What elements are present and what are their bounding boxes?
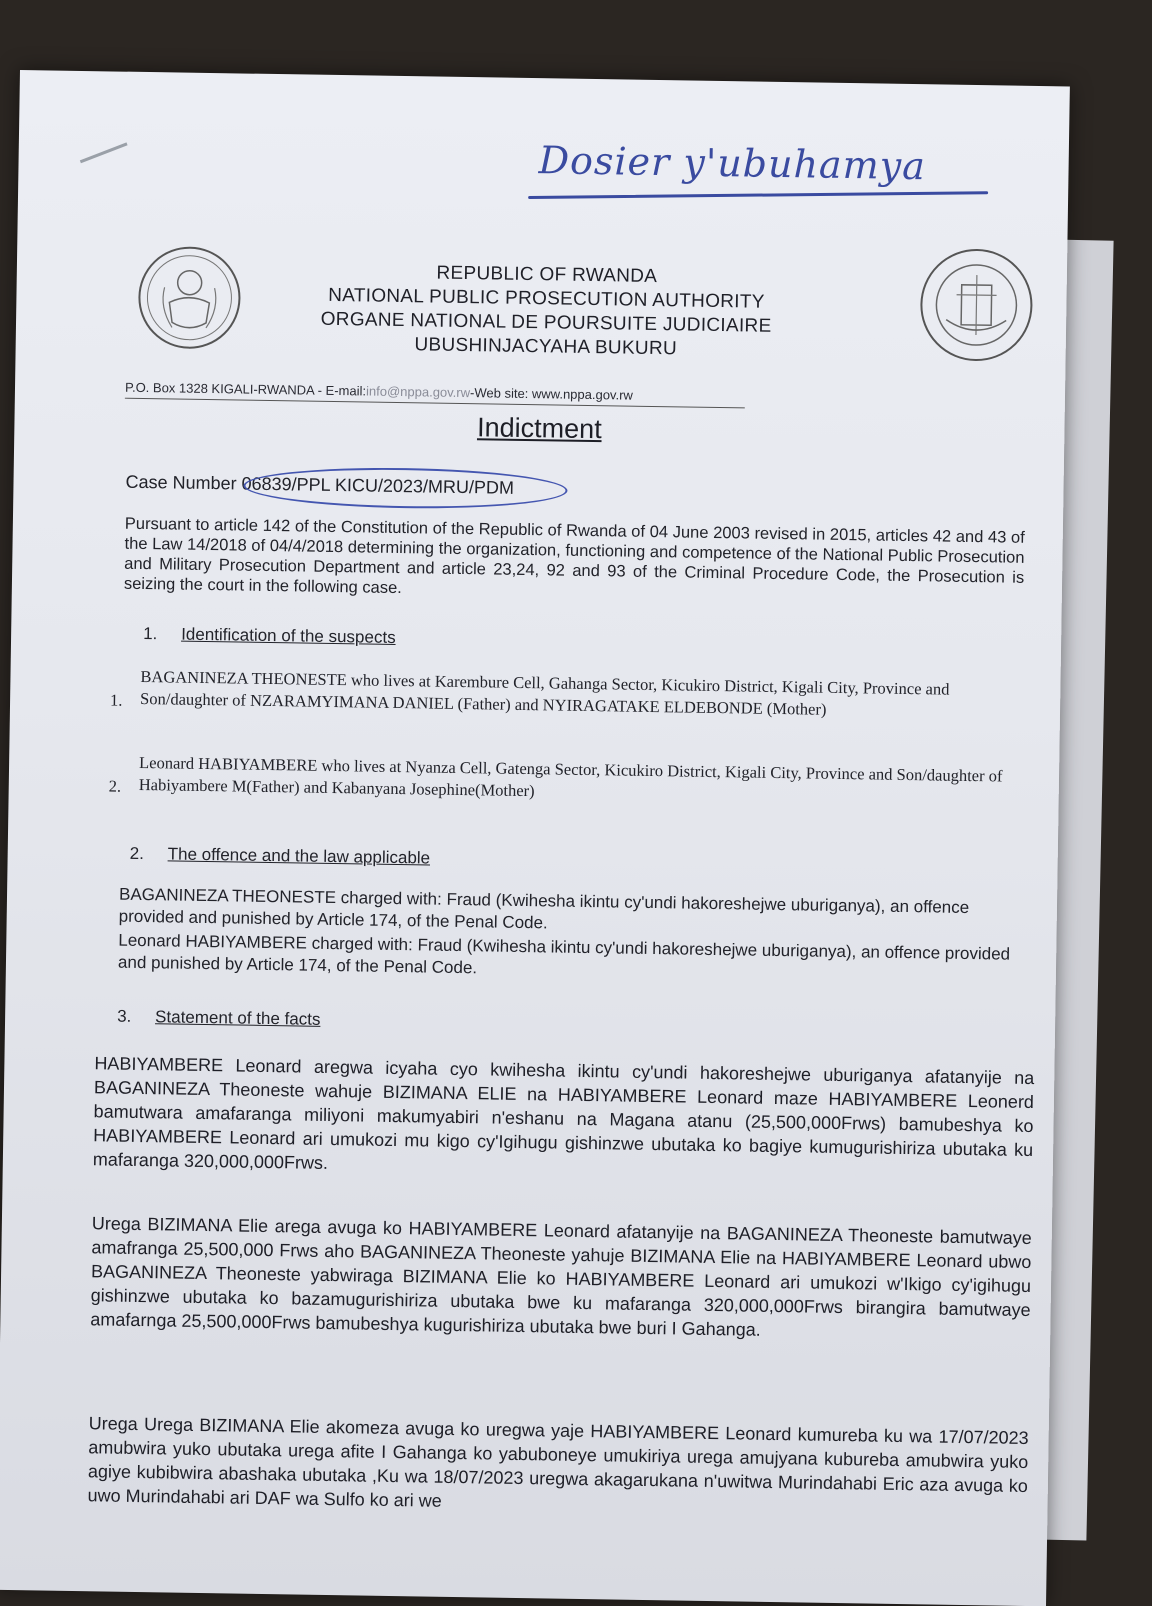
section-suspects-heading	[143, 624, 396, 648]
case-number-value: 06839/PPL KICU/2023/MRU/PDM	[241, 473, 515, 498]
handwritten-underline	[528, 191, 988, 199]
section-number: 3.	[117, 1006, 132, 1026]
rwanda-coat-of-arms-icon	[134, 242, 246, 354]
suspect-text: Leonard HABIYAMBERE who lives at Nyanza Cell, Gatenga Sector, Kicukiro District, Kigali City, Province and Son/daughter of Habiyambere M(Father) and Kabanyana Josephine(Mother)	[138, 752, 1003, 801]
header-authority-fr: ORGANE NATIONAL DE POURSUITE JUDICIAIRE	[320, 308, 772, 337]
header-country: REPUBLIC OF RWANDA	[436, 262, 658, 288]
suspect-entry	[109, 666, 1011, 724]
offence-entry: BAGANINEZA THEONESTE charged with: Fraud (Kwihesha ikintu cy'undi hakoreshejwe uburiganya), an offence provided and punished by Article 174, of the Penal Code.	[118, 884, 970, 933]
fact-paragraph: Urega BIZIMANA Elie arega avuga ko HABIYAMBERE Leonard afatanyije na BAGANINEZA Theoneste bamutwaye amafranga 25,500,000 Frws aho BAGANINEZA Theoneste yahuje BIZIMANA Elie na HABIYAMBERE Leonard ubwo BAGANINEZA Theoneste yabwiraga BIZIMANA Elie ko HABIYAMBERE Leonard ari umukozi w'Ikigo cy'igihugu gishinzwe ubutaka ko bazamugurishiriza ubutaka bwe ku mafaranga 320,000,000Frws birangira bamutwaye amafarnga 25,500,000Frws bamubeshya kugurishiriza ubutaka bwe buri I Gahanga.	[90, 1213, 1032, 1340]
intro-paragraph: Pursuant to article 142 of the Constitution of the Republic of Rwanda of 04 June 2003 revised in 2015, articles 42 and 43 of the Law 14/2018 of 04/4/2018 determining the organization, functioning and competence of the National Public Prosecution and Military Prosecution Department and article 23,24, 92 and 93 of the Criminal Procedure Code, the Prosecution is seizing the court in the following case.	[123, 514, 1025, 598]
section-number: 2.	[129, 843, 145, 864]
suspect-text: BAGANINEZA THEONESTE who lives at Karembure Cell, Gahanga Sector, Kicukiro District, Kigali City, Province and Son/daughter of NZARAMYIMANA DANIEL (Father) and NYIRAGATAKE ELDEBONDE (Mother)	[139, 666, 950, 719]
header-block	[246, 259, 847, 364]
prosecution-seal-icon	[915, 244, 1037, 366]
section-facts-heading	[117, 1007, 321, 1030]
suspect-index: 2.	[108, 776, 122, 796]
handwritten-circle	[243, 466, 568, 511]
document-page	[0, 70, 1070, 1606]
fact-paragraph: Urega Urega BIZIMANA Elie akomeza avuga ko uregwa yaje HABIYAMBERE Leonard kumureba ku wa 17/07/2023 amubwira yuko ubutaka urega afite I Gahanga ko yabuboneye umukiriya urega amujyana kubureba amubwira yuko agiye kubibwira abashaka ubutaka ,Ku wa 18/07/2023 uregwa akagarukana n'uwitwa Murindahabi Eric aza avuga ko uwo Murindahabi ari DAF wa Sulfo ko ari we	[87, 1413, 1029, 1511]
document-title: Indictment	[476, 412, 602, 445]
section-title: Statement of the facts	[154, 1007, 321, 1029]
section-title: The offence and the law applicable	[167, 844, 431, 868]
address-website: -Web site: www.nppa.gov.rw	[469, 385, 633, 403]
fact-paragraph: HABIYAMBERE Leonard aregwa icyaha cyo kwihesha ikintu cy'undi hakoreshejwe uburiganya afatanyije na BAGANINEZA Theoneste wahuje BIZIMANA ELIE na HABIYAMBERE Leonard maze HABIYAMBERE Leonerd bamutwara amafaranga miliyoni makumyabiri n'eshanu na Magana atanu (25,500,000Frws) bamubeshya ko HABIYAMBERE Leonard ari umukozi mu kigo cy'Igihugu gishinzwe ubutaka ko bagiye kumugurishiriza ubutaka ku mafaranga 320,000,000Frws.	[92, 1053, 1035, 1173]
handwritten-note: Dosier y'ubuhamya	[538, 138, 927, 189]
suspect-entry	[108, 752, 1010, 810]
section-offence-heading	[130, 844, 431, 869]
suspect-index: 1.	[109, 690, 123, 710]
address-email: info@nppa.gov.rw	[365, 383, 471, 401]
case-number-label: Case Number	[125, 471, 237, 494]
offence-entry: Leonard HABIYAMBERE charged with: Fraud (Kwihesha ikintu cy'undi hakoreshejwe uburiganya), an offence provided and punished by Article 174, of the Penal Code.	[117, 930, 1011, 978]
section-number: 1.	[143, 624, 158, 644]
section-title: Identification of the suspects	[181, 624, 396, 647]
address-postal: P.O. Box 1328 KIGALI-RWANDA - E-mail:	[124, 379, 367, 399]
header-authority-en: NATIONAL PUBLIC PROSECUTION AUTHORITY	[328, 284, 765, 313]
header-authority-rw: UBUSHINJACYAHA BUKURU	[414, 334, 678, 360]
staple-mark	[80, 142, 128, 163]
address-line	[125, 380, 745, 409]
